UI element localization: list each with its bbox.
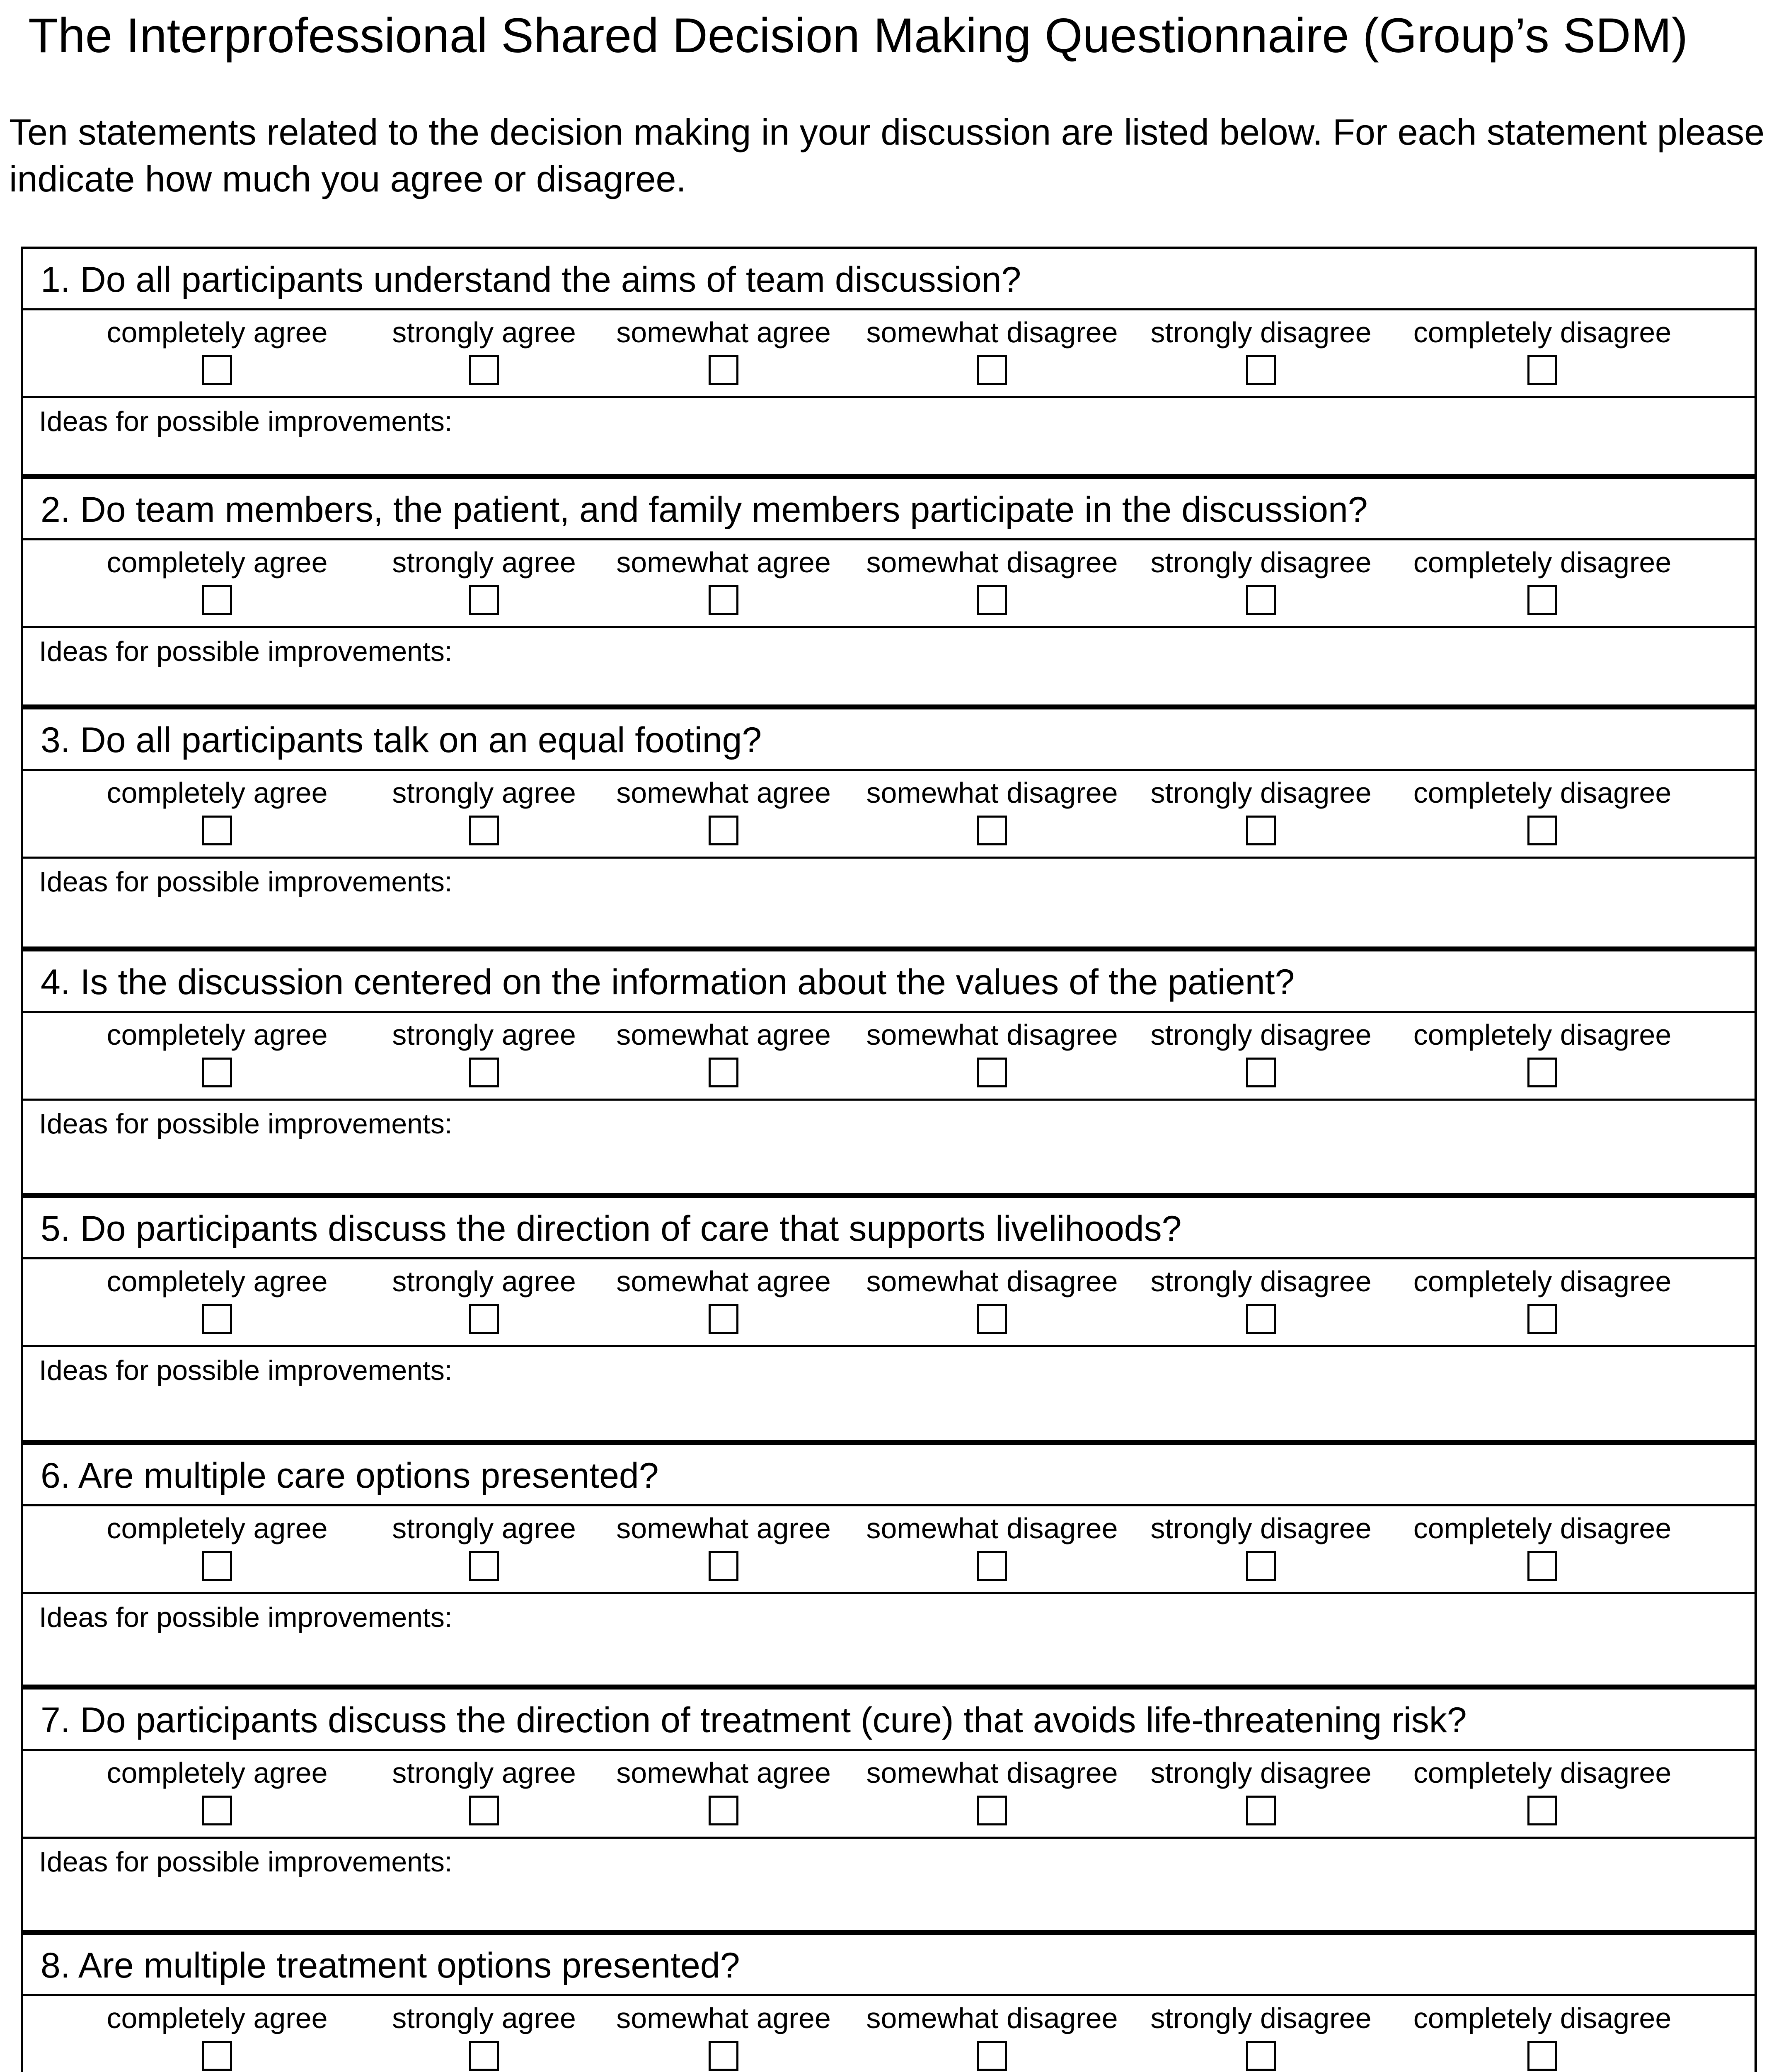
- checkbox-somewhat-disagree[interactable]: [977, 2041, 1007, 2071]
- checkbox-somewhat-disagree[interactable]: [977, 816, 1007, 845]
- checkbox-completely-disagree[interactable]: [1527, 2041, 1557, 2071]
- checkbox-strongly-agree[interactable]: [469, 1796, 499, 1825]
- ideas-section: [23, 859, 1755, 947]
- option-label: strongly disagree: [1150, 1757, 1372, 1789]
- checkbox-strongly-disagree[interactable]: [1246, 1304, 1276, 1334]
- checkbox-completely-agree[interactable]: [202, 355, 232, 385]
- checkbox-somewhat-agree[interactable]: [709, 355, 738, 385]
- ideas-label: Ideas for possible improvements:: [39, 636, 453, 667]
- checkbox-completely-disagree[interactable]: [1527, 585, 1557, 615]
- option-label: strongly agree: [392, 777, 576, 809]
- ideas-label: Ideas for possible improvements:: [39, 1846, 453, 1878]
- ideas-section: [23, 1594, 1755, 1685]
- checkbox-somewhat-agree[interactable]: [709, 816, 738, 845]
- checkbox-strongly-disagree[interactable]: [1246, 2041, 1276, 2071]
- option-label: completely agree: [106, 1757, 328, 1789]
- checkbox-completely-agree[interactable]: [202, 585, 232, 615]
- question-text: 1. Do all participants understand the aims of team discussion?: [23, 249, 1755, 310]
- option-label: somewhat disagree: [866, 1512, 1118, 1544]
- checkbox-completely-disagree[interactable]: [1527, 1304, 1557, 1334]
- ideas-section: [23, 1839, 1755, 1930]
- option-label: somewhat agree: [616, 2002, 831, 2034]
- rating-scale: [23, 1751, 1755, 1839]
- checkbox-somewhat-agree[interactable]: [709, 1551, 738, 1581]
- checkbox-strongly-disagree[interactable]: [1246, 1551, 1276, 1581]
- option-label: completely disagree: [1413, 316, 1672, 349]
- option-label: completely disagree: [1413, 777, 1672, 809]
- checkbox-completely-agree[interactable]: [202, 1058, 232, 1087]
- option-label: somewhat disagree: [866, 2002, 1118, 2034]
- checkbox-strongly-disagree[interactable]: [1246, 1796, 1276, 1825]
- checkbox-strongly-agree[interactable]: [469, 1058, 499, 1087]
- checkbox-somewhat-agree[interactable]: [709, 585, 738, 615]
- question-7: [21, 1687, 1757, 1932]
- option-label: somewhat agree: [616, 1265, 831, 1297]
- option-label: strongly agree: [392, 1019, 576, 1051]
- option-label: somewhat agree: [616, 316, 831, 349]
- ideas-section: [23, 1101, 1755, 1193]
- ideas-label: Ideas for possible improvements:: [39, 1355, 453, 1386]
- option-label: strongly agree: [392, 546, 576, 579]
- ideas-label: Ideas for possible improvements:: [39, 866, 453, 898]
- option-label: strongly agree: [392, 1265, 576, 1297]
- checkbox-completely-disagree[interactable]: [1527, 1058, 1557, 1087]
- ideas-input[interactable]: [36, 1390, 1742, 1437]
- checkbox-strongly-agree[interactable]: [469, 355, 499, 385]
- checkbox-strongly-agree[interactable]: [469, 1304, 499, 1334]
- option-label: somewhat disagree: [866, 1265, 1118, 1297]
- option-label: strongly agree: [392, 316, 576, 349]
- rating-scale: [23, 1259, 1755, 1347]
- instructions: Ten statements related to the decision making in your discussion are listed below. For each statement please indicate how much you agree or disagree.: [9, 111, 1765, 199]
- question-2: [21, 477, 1757, 707]
- question-3: [21, 707, 1757, 949]
- option-label: completely agree: [106, 1512, 328, 1544]
- option-label: somewhat agree: [616, 777, 831, 809]
- question-text: 2. Do team members, the patient, and family members participate in the discussion?: [23, 479, 1755, 540]
- question-6: [21, 1443, 1757, 1687]
- option-label: completely agree: [106, 1265, 328, 1297]
- question-1: [21, 247, 1757, 477]
- ideas-input[interactable]: [36, 1144, 1742, 1190]
- ideas-label: Ideas for possible improvements:: [39, 1108, 453, 1140]
- ideas-input[interactable]: [36, 441, 1742, 471]
- ideas-section: [23, 628, 1755, 705]
- option-label: completely disagree: [1413, 1757, 1672, 1789]
- option-label: completely disagree: [1413, 2002, 1672, 2034]
- checkbox-completely-agree[interactable]: [202, 816, 232, 845]
- option-label: strongly agree: [392, 2002, 576, 2034]
- rating-scale: [23, 1996, 1755, 2072]
- option-label: strongly disagree: [1150, 546, 1372, 579]
- checkbox-somewhat-agree[interactable]: [709, 2041, 738, 2071]
- rating-scale: [23, 1506, 1755, 1594]
- option-label: completely agree: [106, 777, 328, 809]
- question-text: 8. Are multiple treatment options presented?: [23, 1935, 1755, 1996]
- option-label: somewhat disagree: [866, 546, 1118, 579]
- option-label: strongly disagree: [1150, 1512, 1372, 1544]
- option-label: somewhat agree: [616, 1757, 831, 1789]
- checkbox-somewhat-disagree[interactable]: [977, 355, 1007, 385]
- option-label: strongly disagree: [1150, 316, 1372, 349]
- checkbox-strongly-agree[interactable]: [469, 816, 499, 845]
- option-label: strongly agree: [392, 1757, 576, 1789]
- checkbox-strongly-disagree[interactable]: [1246, 1058, 1276, 1087]
- checkbox-completely-agree[interactable]: [202, 1796, 232, 1825]
- option-label: somewhat disagree: [866, 316, 1118, 349]
- checkbox-somewhat-disagree[interactable]: [977, 585, 1007, 615]
- checkbox-strongly-agree[interactable]: [469, 2041, 499, 2071]
- checkbox-completely-disagree[interactable]: [1527, 355, 1557, 385]
- ideas-label: Ideas for possible improvements:: [39, 406, 453, 437]
- checkbox-completely-agree[interactable]: [202, 2041, 232, 2071]
- rating-scale: [23, 540, 1755, 628]
- option-label: somewhat disagree: [866, 1019, 1118, 1051]
- question-4: [21, 949, 1757, 1196]
- checkbox-completely-agree[interactable]: [202, 1304, 232, 1334]
- option-label: strongly disagree: [1150, 1265, 1372, 1297]
- checkbox-strongly-agree[interactable]: [469, 585, 499, 615]
- checkbox-strongly-disagree[interactable]: [1246, 585, 1276, 615]
- checkbox-somewhat-disagree[interactable]: [977, 1058, 1007, 1087]
- checkbox-strongly-agree[interactable]: [469, 1551, 499, 1581]
- checkbox-somewhat-agree[interactable]: [709, 1304, 738, 1334]
- ideas-input[interactable]: [36, 1882, 1742, 1927]
- checkbox-completely-disagree[interactable]: [1527, 1796, 1557, 1825]
- checkbox-completely-agree[interactable]: [202, 1551, 232, 1581]
- checkbox-somewhat-disagree[interactable]: [977, 1304, 1007, 1334]
- option-label: completely agree: [106, 546, 328, 579]
- option-label: completely agree: [106, 316, 328, 349]
- checkbox-somewhat-agree[interactable]: [709, 1796, 738, 1825]
- question-text: 5. Do participants discuss the direction of care that supports livelihoods?: [23, 1198, 1755, 1259]
- checkbox-somewhat-agree[interactable]: [709, 1058, 738, 1087]
- question-5: [21, 1196, 1757, 1443]
- checkbox-somewhat-disagree[interactable]: [977, 1796, 1007, 1825]
- option-label: somewhat disagree: [866, 777, 1118, 809]
- option-label: completely disagree: [1413, 1512, 1672, 1544]
- option-label: somewhat agree: [616, 546, 831, 579]
- option-label: somewhat disagree: [866, 1757, 1118, 1789]
- question-text: 4. Is the discussion centered on the information about the values of the patient?: [23, 951, 1755, 1013]
- rating-scale: [23, 310, 1755, 398]
- option-label: strongly disagree: [1150, 2002, 1372, 2034]
- checkbox-completely-disagree[interactable]: [1527, 1551, 1557, 1581]
- option-label: strongly agree: [392, 1512, 576, 1544]
- option-label: completely disagree: [1413, 546, 1672, 579]
- ideas-input[interactable]: [36, 1637, 1742, 1682]
- checkbox-strongly-disagree[interactable]: [1246, 355, 1276, 385]
- checkbox-somewhat-disagree[interactable]: [977, 1551, 1007, 1581]
- option-label: somewhat agree: [616, 1512, 831, 1544]
- option-label: completely agree: [106, 1019, 328, 1051]
- ideas-input[interactable]: [36, 671, 1742, 702]
- question-8: [21, 1932, 1757, 2072]
- checkbox-strongly-disagree[interactable]: [1246, 816, 1276, 845]
- option-label: somewhat agree: [616, 1019, 831, 1051]
- question-text: 6. Are multiple care options presented?: [23, 1445, 1755, 1506]
- option-label: completely disagree: [1413, 1019, 1672, 1051]
- question-text: 3. Do all participants talk on an equal footing?: [23, 709, 1755, 771]
- option-label: completely agree: [106, 2002, 328, 2034]
- ideas-label: Ideas for possible improvements:: [39, 1602, 453, 1633]
- rating-scale: [23, 771, 1755, 859]
- ideas-section: [23, 398, 1755, 474]
- question-text: 7. Do participants discuss the direction of treatment (cure) that avoids life-threatening risk?: [23, 1690, 1755, 1751]
- option-label: strongly disagree: [1150, 777, 1372, 809]
- ideas-input[interactable]: [36, 902, 1742, 944]
- option-label: completely disagree: [1413, 1265, 1672, 1297]
- rating-scale: [23, 1013, 1755, 1101]
- checkbox-completely-disagree[interactable]: [1527, 816, 1557, 845]
- page-title: The Interprofessional Shared Decision Making Questionnaire (Group’s SDM): [28, 8, 1688, 63]
- option-label: strongly disagree: [1150, 1019, 1372, 1051]
- ideas-section: [23, 1347, 1755, 1440]
